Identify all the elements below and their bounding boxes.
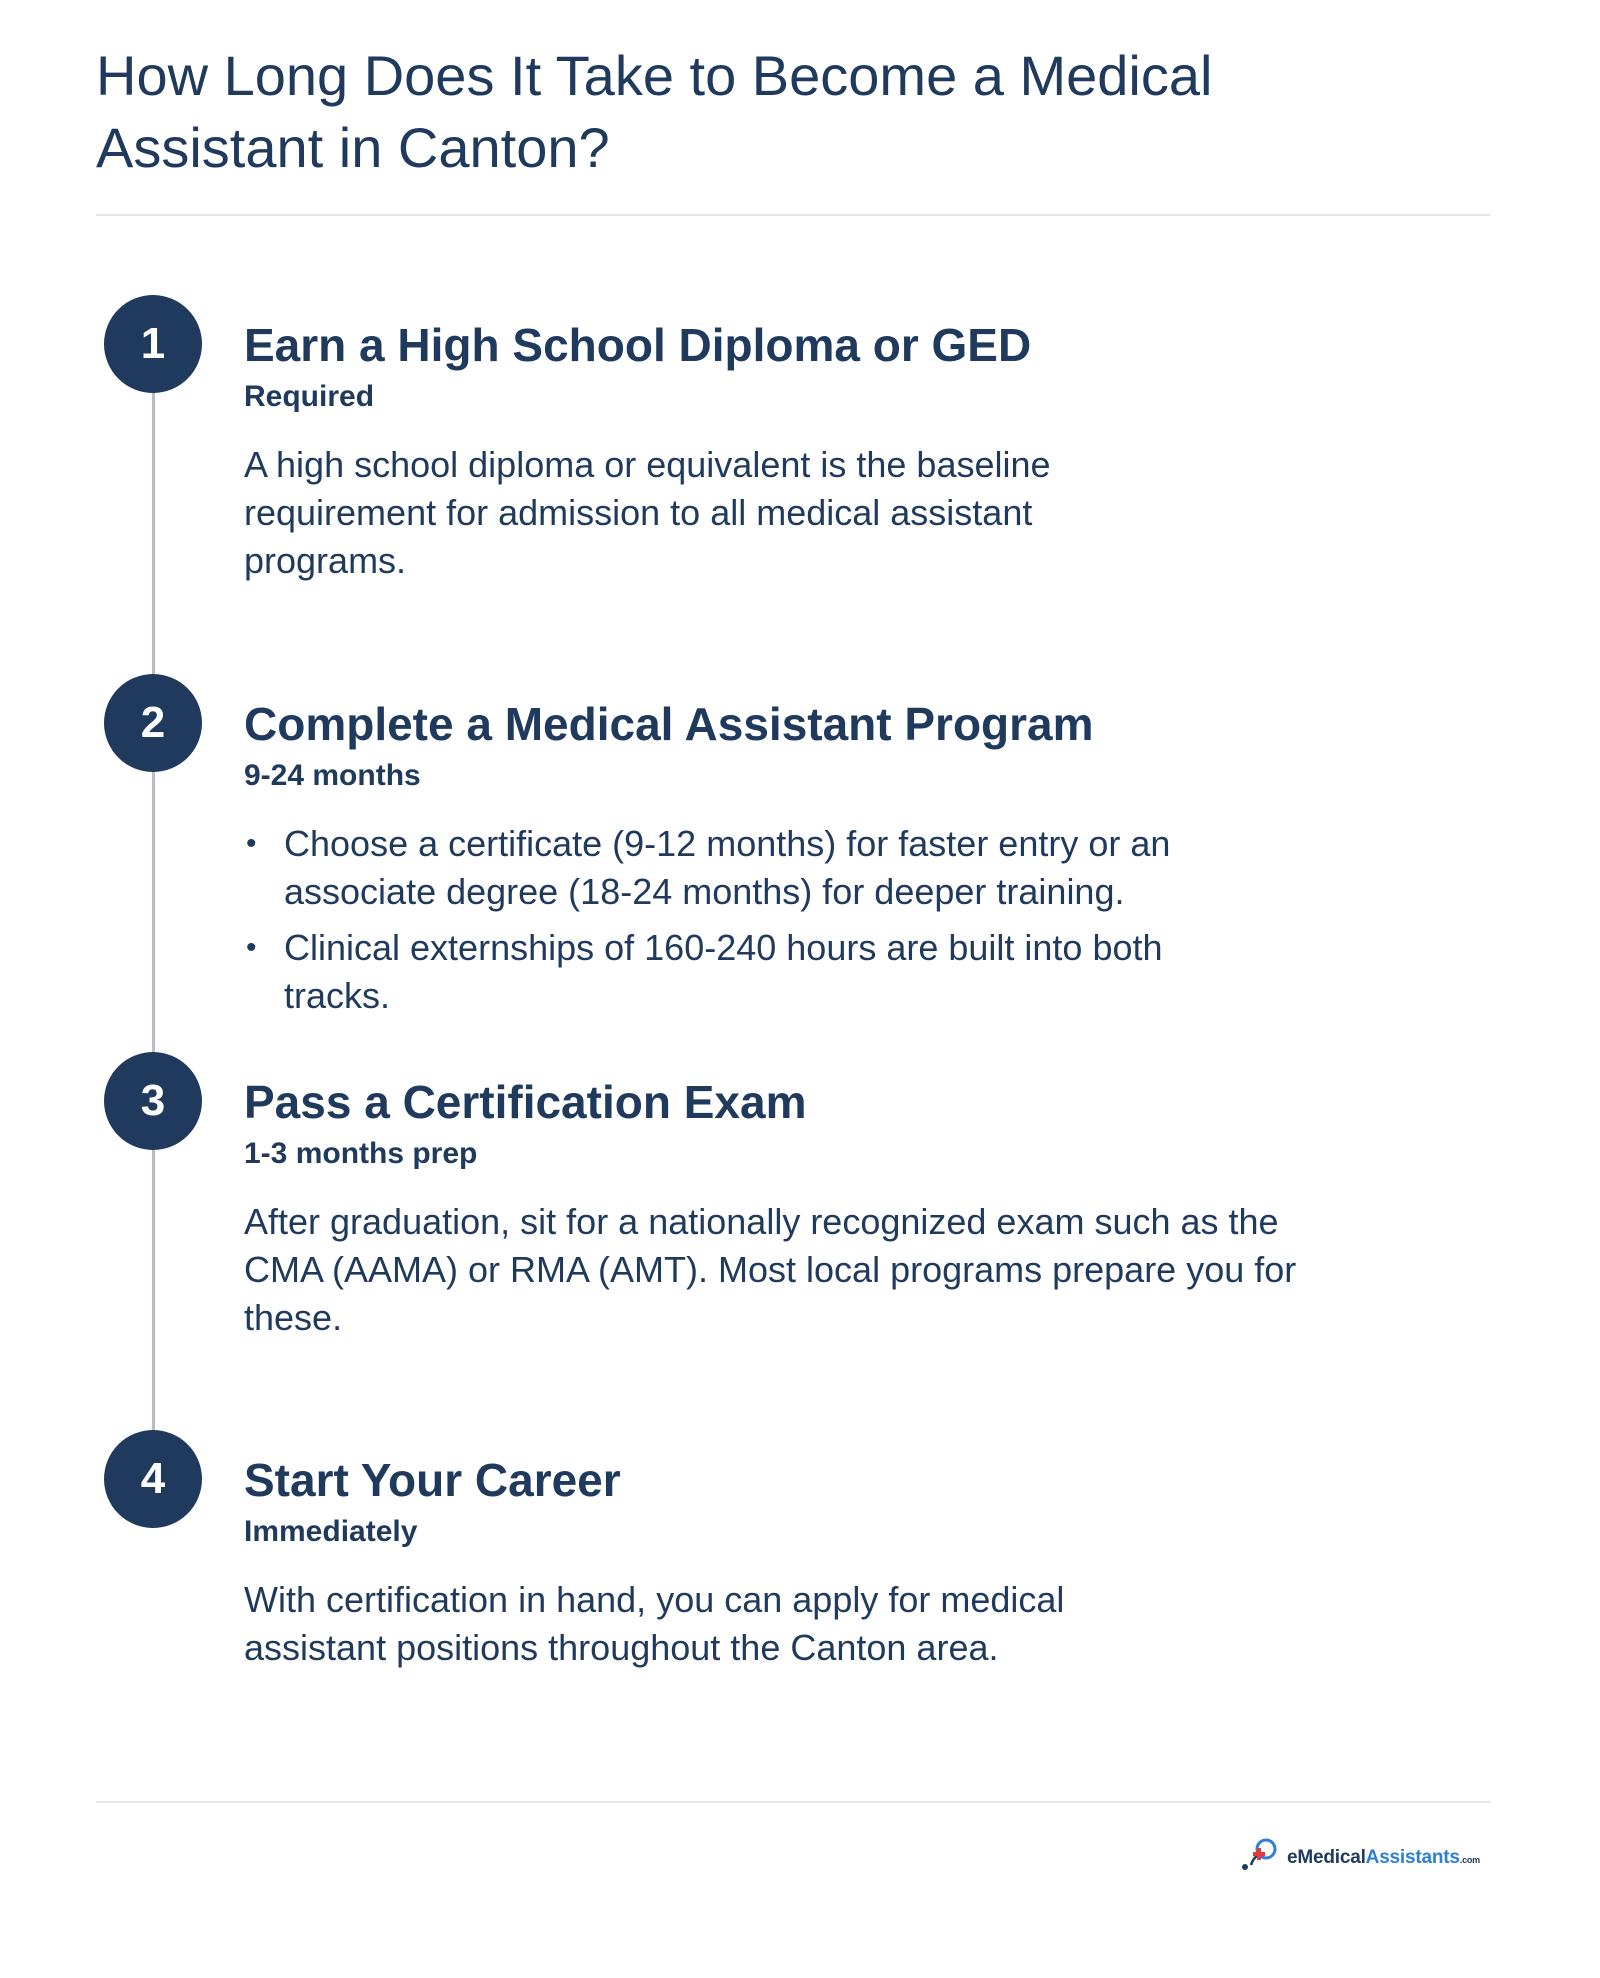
page-title: How Long Does It Take to Become a Medical Assistant in Canton? bbox=[96, 44, 1213, 179]
step-3 bbox=[244, 1074, 1384, 1342]
list-item bbox=[244, 820, 1244, 916]
step-4 bbox=[244, 1452, 1384, 1672]
bottom-divider bbox=[96, 1801, 1490, 1803]
step-duration: Immediately bbox=[244, 1515, 418, 1548]
step-title: Complete a Medical Assistant Program bbox=[244, 698, 1094, 750]
step-2 bbox=[244, 696, 1384, 1028]
step-description: After graduation, sit for a nationally recognized exam such as the CMA (AAMA) or RMA (AMT). Most local programs prepare you for these. bbox=[244, 1201, 1297, 1338]
list-item bbox=[244, 924, 1164, 1020]
step-1 bbox=[244, 317, 1384, 585]
step-title: Earn a High School Diploma or GED bbox=[244, 319, 1032, 371]
step-duration: Required bbox=[244, 380, 375, 413]
step-title: Start Your Career bbox=[244, 1454, 621, 1506]
list-item-text: Choose a certificate (9-12 months) for faster entry or an associate degree (18-24 months) for deeper training. bbox=[284, 823, 1171, 912]
timeline-line bbox=[152, 344, 155, 1434]
step-number-badge: 3 bbox=[104, 1052, 202, 1150]
medical-cross-logo-icon bbox=[1239, 1838, 1279, 1877]
step-description: A high school diploma or equivalent is the baseline requirement for admission to all medical assistant programs. bbox=[244, 444, 1051, 581]
step-number-badge: 2 bbox=[104, 674, 202, 772]
step-duration: 9-24 months bbox=[244, 759, 421, 792]
step-description: With certification in hand, you can apply for medical assistant positions throughout the Canton area. bbox=[244, 1579, 1065, 1668]
step-bullet-list bbox=[244, 820, 1244, 1020]
step-duration: 1-3 months prep bbox=[244, 1137, 478, 1170]
step-number-badge: 4 bbox=[104, 1430, 202, 1528]
top-divider bbox=[96, 214, 1490, 216]
bullet-dot-icon: • bbox=[246, 931, 257, 964]
step-title: Pass a Certification Exam bbox=[244, 1076, 807, 1128]
step-number-badge: 1 bbox=[104, 295, 202, 393]
logo-wordmark: eMedicalAssistants.com bbox=[1287, 1846, 1480, 1868]
list-item-text: Clinical externships of 160-240 hours are built into both tracks. bbox=[284, 927, 1163, 1016]
brand-logo bbox=[1239, 1838, 1480, 1877]
bullet-dot-icon: • bbox=[246, 827, 257, 860]
